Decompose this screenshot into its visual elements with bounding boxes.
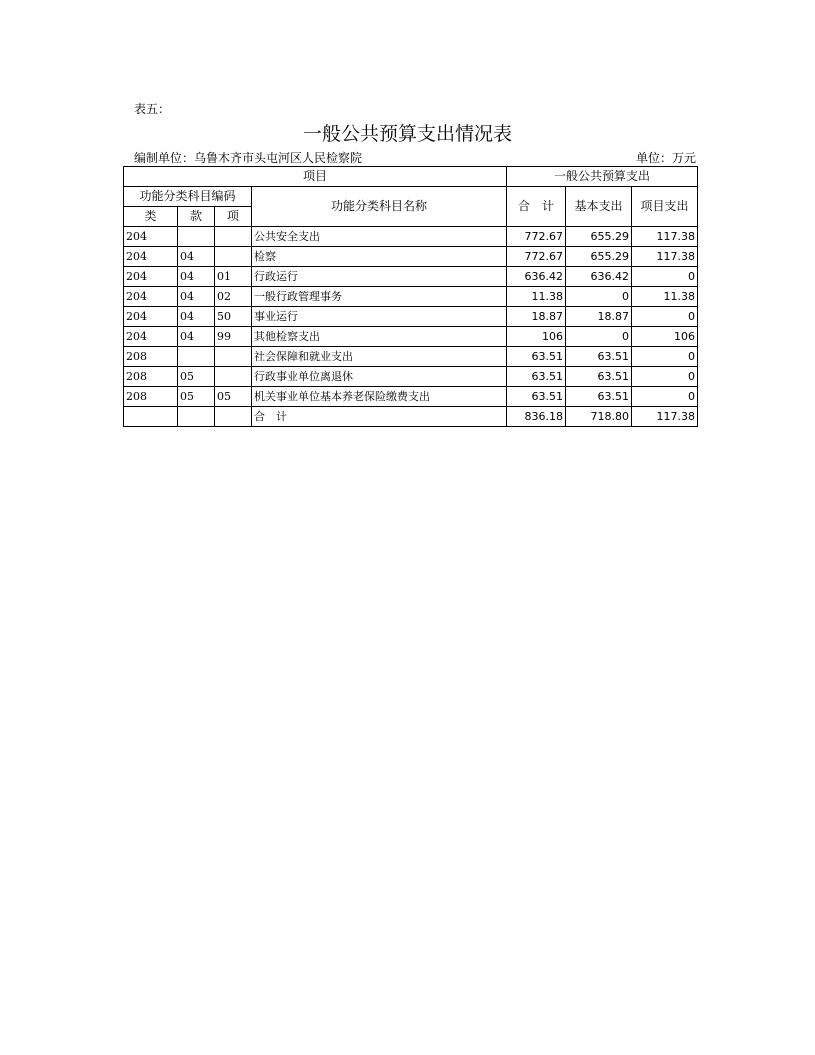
header-project: 项目 xyxy=(124,167,507,187)
cell-basic: 655.29 xyxy=(566,247,632,267)
unit-label: 单位：万元 xyxy=(636,151,697,165)
cell-kuan: 05 xyxy=(178,367,215,387)
cell-xiang: 02 xyxy=(215,287,252,307)
budget-table xyxy=(123,166,698,427)
cell-basic: 18.87 xyxy=(566,307,632,327)
header-name-col: 功能分类科目名称 xyxy=(252,187,507,227)
cell-name: 一般行政管理事务 xyxy=(252,287,507,307)
cell-xiang: 05 xyxy=(215,387,252,407)
cell-basic: 63.51 xyxy=(566,347,632,367)
cell-project: 117.38 xyxy=(632,247,698,267)
cell-kuan: 04 xyxy=(178,267,215,287)
table-row xyxy=(124,347,698,367)
cell-project: 0 xyxy=(632,367,698,387)
total-lei xyxy=(124,407,178,427)
cell-xiang xyxy=(215,367,252,387)
org-label: 编制单位：乌鲁木齐市头屯河区人民检察院 xyxy=(134,151,363,165)
cell-total: 18.87 xyxy=(507,307,566,327)
cell-kuan: 05 xyxy=(178,387,215,407)
cell-basic: 0 xyxy=(566,287,632,307)
cell-kuan: 04 xyxy=(178,287,215,307)
header-project-exp: 项目支出 xyxy=(632,187,698,227)
cell-total: 11.38 xyxy=(507,287,566,307)
table-number-label: 表五： xyxy=(134,102,171,116)
cell-name: 事业运行 xyxy=(252,307,507,327)
table-row xyxy=(124,227,698,247)
cell-total: 636.42 xyxy=(507,267,566,287)
cell-lei: 208 xyxy=(124,347,178,367)
cell-project: 0 xyxy=(632,307,698,327)
header-kuan: 款 xyxy=(178,207,215,227)
cell-name: 行政事业单位离退休 xyxy=(252,367,507,387)
cell-xiang xyxy=(215,227,252,247)
header-general-budget: 一般公共预算支出 xyxy=(507,167,698,187)
cell-total: 63.51 xyxy=(507,367,566,387)
page-title: 一般公共预算支出情况表 xyxy=(302,123,512,145)
header-row-2 xyxy=(124,187,698,207)
cell-total: 63.51 xyxy=(507,387,566,407)
cell-lei: 204 xyxy=(124,247,178,267)
header-lei: 类 xyxy=(124,207,178,227)
cell-basic: 0 xyxy=(566,327,632,347)
table-body xyxy=(124,227,698,407)
cell-total: 63.51 xyxy=(507,347,566,367)
cell-total: 772.67 xyxy=(507,247,566,267)
table-row xyxy=(124,307,698,327)
cell-xiang xyxy=(215,247,252,267)
cell-lei: 204 xyxy=(124,267,178,287)
cell-xiang: 50 xyxy=(215,307,252,327)
cell-lei: 208 xyxy=(124,367,178,387)
total-name: 合 计 xyxy=(252,407,507,427)
cell-lei: 204 xyxy=(124,287,178,307)
cell-basic: 636.42 xyxy=(566,267,632,287)
total-row xyxy=(124,407,698,427)
cell-name: 行政运行 xyxy=(252,267,507,287)
cell-total: 772.67 xyxy=(507,227,566,247)
header-total: 合 计 xyxy=(507,187,566,227)
cell-basic: 63.51 xyxy=(566,367,632,387)
total-basic: 718.80 xyxy=(566,407,632,427)
cell-name: 社会保障和就业支出 xyxy=(252,347,507,367)
table-row xyxy=(124,287,698,307)
cell-kuan xyxy=(178,347,215,367)
header-row-1 xyxy=(124,167,698,187)
cell-name: 其他检察支出 xyxy=(252,327,507,347)
total-kuan xyxy=(178,407,215,427)
cell-name: 检察 xyxy=(252,247,507,267)
total-xiang xyxy=(215,407,252,427)
table-row xyxy=(124,367,698,387)
cell-lei: 204 xyxy=(124,307,178,327)
cell-xiang: 01 xyxy=(215,267,252,287)
cell-project: 117.38 xyxy=(632,227,698,247)
cell-basic: 655.29 xyxy=(566,227,632,247)
cell-kuan: 04 xyxy=(178,247,215,267)
cell-kuan: 04 xyxy=(178,307,215,327)
table-row xyxy=(124,327,698,347)
cell-xiang xyxy=(215,347,252,367)
cell-name: 机关事业单位基本养老保险缴费支出 xyxy=(252,387,507,407)
total-total: 836.18 xyxy=(507,407,566,427)
cell-lei: 204 xyxy=(124,327,178,347)
cell-xiang: 99 xyxy=(215,327,252,347)
cell-basic: 63.51 xyxy=(566,387,632,407)
cell-lei: 204 xyxy=(124,227,178,247)
cell-project: 0 xyxy=(632,387,698,407)
cell-kuan xyxy=(178,227,215,247)
cell-total: 106 xyxy=(507,327,566,347)
cell-project: 0 xyxy=(632,267,698,287)
table-row xyxy=(124,247,698,267)
header-xiang: 项 xyxy=(215,207,252,227)
cell-lei: 208 xyxy=(124,387,178,407)
table-row xyxy=(124,387,698,407)
cell-project: 11.38 xyxy=(632,287,698,307)
cell-name: 公共安全支出 xyxy=(252,227,507,247)
cell-kuan: 04 xyxy=(178,327,215,347)
header-basic: 基本支出 xyxy=(566,187,632,227)
cell-project: 0 xyxy=(632,347,698,367)
total-project: 117.38 xyxy=(632,407,698,427)
table-row xyxy=(124,267,698,287)
cell-project: 106 xyxy=(632,327,698,347)
header-code-group: 功能分类科目编码 xyxy=(124,187,252,207)
